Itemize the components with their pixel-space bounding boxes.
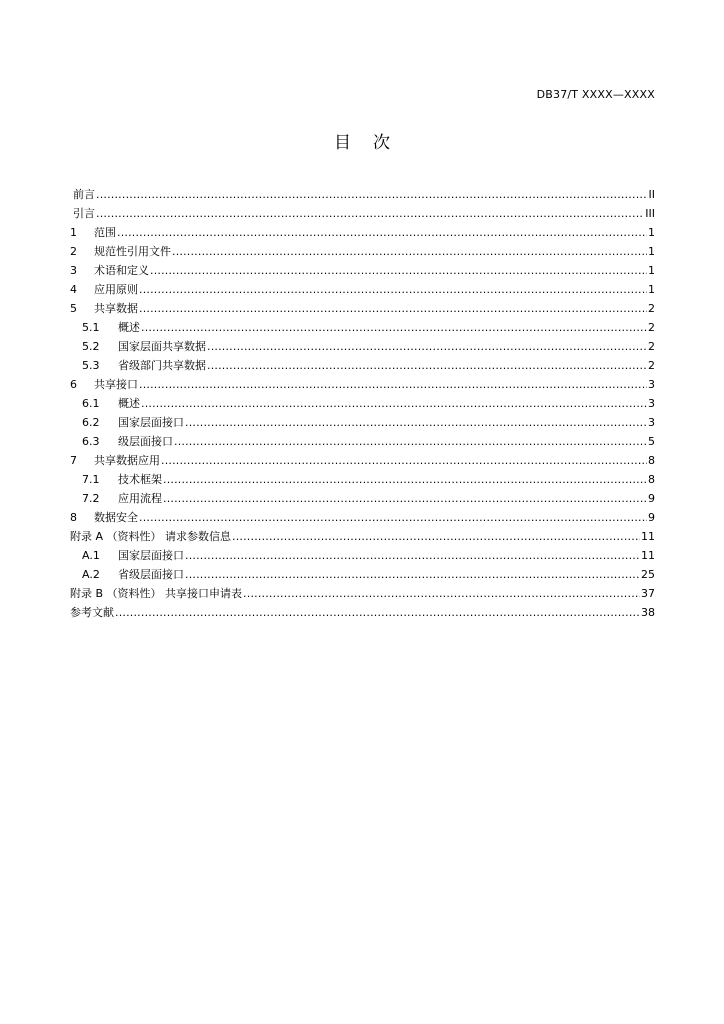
toc-entry[interactable] <box>70 508 655 527</box>
toc-dot-leader <box>139 299 647 318</box>
toc-dot-leader <box>139 508 647 527</box>
toc-entry[interactable] <box>70 185 655 204</box>
toc-entry-page-number: 3 <box>648 416 655 429</box>
toc-entry[interactable] <box>70 375 655 394</box>
toc-entry-page-number: 25 <box>641 568 655 581</box>
toc-entry-page-number: 1 <box>648 245 655 258</box>
toc-entry-page-number: 1 <box>648 264 655 277</box>
toc-entry-title: 前言 <box>73 188 95 201</box>
toc-dot-leader <box>185 565 640 584</box>
toc-entry-title: 术语和定义 <box>94 264 149 277</box>
toc-dot-leader <box>207 356 647 375</box>
toc-dot-leader <box>172 242 647 261</box>
toc-dot-leader <box>185 546 640 565</box>
toc-entry-number: 8 <box>70 511 77 524</box>
toc-dot-leader <box>207 337 647 356</box>
toc-entry-title: 引言 <box>73 207 95 220</box>
toc-dot-leader <box>96 204 644 223</box>
toc-entry-title: 国家层面接口 <box>118 549 184 562</box>
toc-entry-title: 共享数据应用 <box>94 454 160 467</box>
toc-entry-number: 5.3 <box>82 359 100 372</box>
toc-entry[interactable] <box>70 280 655 299</box>
toc-entry-page-number: 37 <box>641 587 655 600</box>
toc-entry-number: 6.1 <box>82 397 100 410</box>
toc-entry-page-number: 8 <box>648 473 655 486</box>
toc-entry-title: 国家层面共享数据 <box>118 340 206 353</box>
toc-entry-page-number: 8 <box>648 454 655 467</box>
toc-dot-leader <box>243 584 640 603</box>
toc-entry-number: 3 <box>70 264 77 277</box>
toc-entry[interactable] <box>70 432 655 451</box>
toc-entry-page-number: 1 <box>648 226 655 239</box>
toc-entry-page-number: 38 <box>641 606 655 619</box>
toc-entry-number: 5.2 <box>82 340 100 353</box>
toc-title: 目次 <box>334 133 412 153</box>
toc-entry-page-number: 9 <box>648 511 655 524</box>
table-of-contents <box>70 185 655 622</box>
toc-entry[interactable] <box>70 223 655 242</box>
toc-entry-title: 规范性引用文件 <box>94 245 171 258</box>
toc-entry-title: 省级部门共享数据 <box>118 359 206 372</box>
toc-entry-title: 数据安全 <box>94 511 138 524</box>
toc-entry-number: 4 <box>70 283 77 296</box>
toc-entry-number: 6.3 <box>82 435 100 448</box>
toc-entry[interactable] <box>70 584 655 603</box>
toc-dot-leader <box>174 432 647 451</box>
toc-entry-number: 2 <box>70 245 77 258</box>
toc-entry[interactable] <box>70 318 655 337</box>
toc-entry-page-number: III <box>645 207 655 220</box>
toc-entry-number: 6 <box>70 378 77 391</box>
toc-entry-number: 7.1 <box>82 473 100 486</box>
toc-entry-title: 范围 <box>94 226 116 239</box>
toc-dot-leader <box>163 489 647 508</box>
toc-entry-page-number: 3 <box>648 378 655 391</box>
toc-entry-title: 应用原则 <box>94 283 138 296</box>
toc-entry-title: 级层面接口 <box>118 435 173 448</box>
toc-entry[interactable] <box>70 603 655 622</box>
toc-entry-number: 7.2 <box>82 492 100 505</box>
toc-entry-title: 技术框架 <box>118 473 162 486</box>
toc-entry-title: 附录 B （资料性） 共享接口申请表 <box>70 587 243 600</box>
toc-entry-page-number: 11 <box>641 549 655 562</box>
toc-dot-leader <box>141 318 647 337</box>
toc-entry[interactable] <box>70 565 655 584</box>
toc-dot-leader <box>96 185 648 204</box>
toc-entry-number: 5 <box>70 302 77 315</box>
toc-entry-page-number: 2 <box>648 302 655 315</box>
document-code: DB37/T XXXX—XXXX <box>536 88 655 101</box>
toc-entry-title: 附录 A （资料性） 请求参数信息 <box>70 530 232 543</box>
toc-entry-title: 概述 <box>118 397 140 410</box>
toc-dot-leader <box>185 413 647 432</box>
toc-dot-leader <box>163 470 647 489</box>
toc-entry-page-number: 1 <box>648 283 655 296</box>
toc-entry-page-number: 9 <box>648 492 655 505</box>
toc-entry-title: 参考文献 <box>70 606 114 619</box>
toc-dot-leader <box>232 527 640 546</box>
toc-entry-page-number: 2 <box>648 340 655 353</box>
toc-entry-number: A.2 <box>82 568 100 581</box>
toc-entry-number: 7 <box>70 454 77 467</box>
toc-entry[interactable] <box>70 337 655 356</box>
toc-dot-leader <box>150 261 647 280</box>
toc-entry-number: 1 <box>70 226 77 239</box>
toc-dot-leader <box>117 223 647 242</box>
toc-dot-leader <box>161 451 647 470</box>
toc-dot-leader <box>115 603 640 622</box>
toc-entry[interactable] <box>70 546 655 565</box>
toc-entry-page-number: 5 <box>648 435 655 448</box>
toc-entry-title: 概述 <box>118 321 140 334</box>
toc-entry[interactable] <box>70 527 655 546</box>
toc-entry[interactable] <box>70 489 655 508</box>
toc-entry-title: 国家层面接口 <box>118 416 184 429</box>
toc-entry-title: 省级层面接口 <box>118 568 184 581</box>
toc-entry-page-number: 11 <box>641 530 655 543</box>
toc-entry-number: 6.2 <box>82 416 100 429</box>
toc-entry[interactable] <box>70 242 655 261</box>
toc-entry-title: 应用流程 <box>118 492 162 505</box>
toc-entry[interactable] <box>70 356 655 375</box>
toc-dot-leader <box>139 375 647 394</box>
toc-dot-leader <box>139 280 647 299</box>
toc-entry-page-number: 3 <box>648 397 655 410</box>
toc-entry-title: 共享接口 <box>94 378 138 391</box>
toc-dot-leader <box>141 394 647 413</box>
toc-entry[interactable] <box>70 451 655 470</box>
toc-entry-number: 5.1 <box>82 321 100 334</box>
toc-entry-page-number: 2 <box>648 359 655 372</box>
toc-entry[interactable] <box>70 470 655 489</box>
toc-entry[interactable] <box>70 394 655 413</box>
toc-entry[interactable] <box>70 413 655 432</box>
toc-entry-page-number: 2 <box>648 321 655 334</box>
toc-entry-page-number: II <box>648 188 655 201</box>
toc-entry-title: 共享数据 <box>94 302 138 315</box>
toc-entry[interactable] <box>70 261 655 280</box>
toc-entry-number: A.1 <box>82 549 100 562</box>
toc-entry[interactable] <box>70 299 655 318</box>
toc-entry[interactable] <box>70 204 655 223</box>
